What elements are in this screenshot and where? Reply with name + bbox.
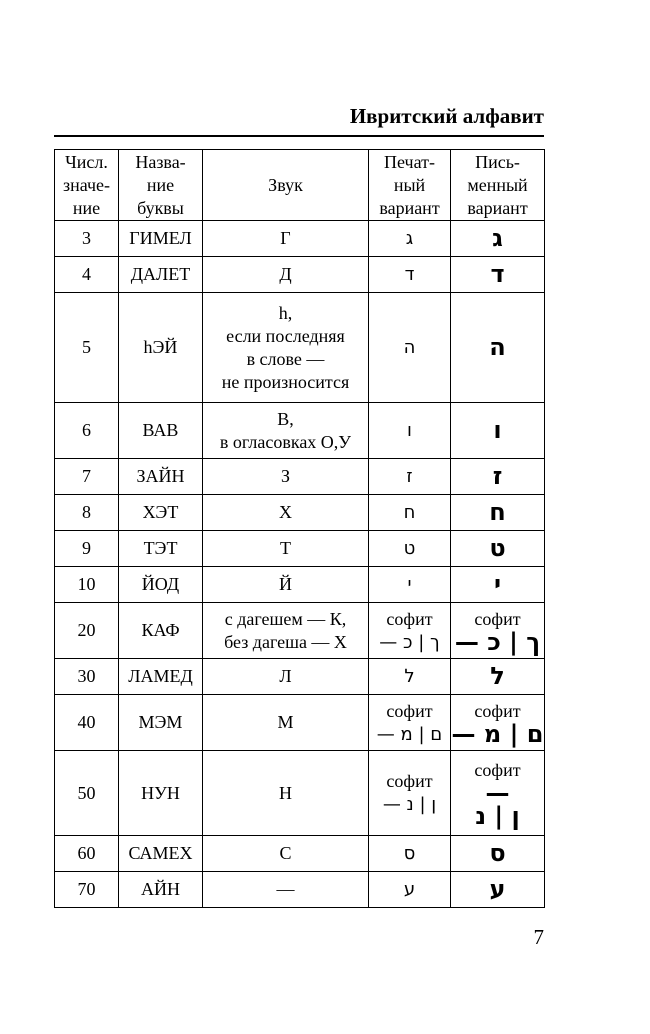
letter-number-cell: 10	[55, 567, 119, 603]
written-form-line: —	[485, 778, 510, 807]
sound-line: Т	[280, 538, 291, 558]
written-form-cell	[451, 257, 545, 293]
letter-sound-cell	[203, 531, 369, 567]
column-header-name: Назва- ние буквы	[119, 150, 203, 221]
column-header-print: Печат- ный вариант	[369, 150, 451, 221]
letter-name-cell: ДАЛЕТ	[119, 257, 203, 293]
written-form-cell	[451, 293, 545, 403]
printed-form-cell	[369, 531, 451, 567]
printed-form-line: ו	[407, 420, 412, 441]
written-form-line: ג	[492, 224, 503, 252]
letter-number-cell: 5	[55, 293, 119, 403]
letter-name-cell: ТЭТ	[119, 531, 203, 567]
printed-form-cell	[369, 495, 451, 531]
sound-line: без дагеша — Х	[224, 631, 347, 652]
table-row	[55, 293, 545, 403]
header-rule	[54, 135, 544, 137]
letter-number-cell: 60	[55, 836, 119, 872]
letter-name-cell: ВАВ	[119, 403, 203, 459]
written-form-cell	[451, 531, 545, 567]
letter-sound-cell	[203, 695, 369, 751]
printed-form-line: софит	[386, 608, 433, 629]
written-form-cell	[451, 695, 545, 751]
letter-sound-cell	[203, 459, 369, 495]
sound-line: в слове —	[246, 348, 325, 369]
table-row	[55, 603, 545, 659]
letter-sound-cell	[203, 257, 369, 293]
sound-line: с дагешем — К,	[224, 608, 347, 629]
letter-name-cell: ХЭТ	[119, 495, 203, 531]
letter-name-cell: ЙОД	[119, 567, 203, 603]
written-form-line: софит	[474, 700, 521, 721]
written-form-line: ז	[492, 462, 503, 490]
printed-form-line: ס	[403, 843, 416, 864]
page-number: 7	[533, 925, 544, 949]
written-form-cell	[451, 495, 545, 531]
letter-number-cell: 3	[55, 221, 119, 257]
letter-name-cell: МЭМ	[119, 695, 203, 751]
printed-form-line: ד	[404, 264, 415, 285]
printed-form-cell	[369, 403, 451, 459]
written-form-line: ס	[489, 839, 506, 867]
alphabet-table	[54, 149, 545, 908]
letter-name-cell: ГИМЕЛ	[119, 221, 203, 257]
printed-form-line: — ם | מ	[376, 723, 443, 745]
table-header-row	[55, 150, 545, 221]
letter-number-cell: 30	[55, 659, 119, 695]
written-form-cell	[451, 659, 545, 695]
sound-line: Х	[279, 502, 292, 522]
printed-form-cell	[369, 459, 451, 495]
written-form-cell	[451, 403, 545, 459]
printed-form-cell	[369, 872, 451, 908]
letter-sound-cell	[203, 836, 369, 872]
sound-line: С	[279, 843, 292, 863]
printed-form-cell	[369, 695, 451, 751]
printed-form-line: ט	[403, 538, 416, 559]
written-form-line: — ך | כ	[454, 627, 541, 656]
written-form-line: ו	[493, 416, 502, 444]
printed-form-cell	[369, 221, 451, 257]
letter-sound-cell	[203, 403, 369, 459]
sound-line: —	[276, 879, 295, 899]
letter-name-cell: ЗАЙН	[119, 459, 203, 495]
table-row	[55, 495, 545, 531]
letter-sound-cell	[203, 603, 369, 659]
letter-name-cell: КАФ	[119, 603, 203, 659]
sound-line: Г	[280, 228, 291, 248]
sound-line: Н	[279, 782, 292, 803]
printed-form-line: ה	[403, 337, 416, 358]
written-form-cell	[451, 459, 545, 495]
table-body	[55, 221, 545, 908]
printed-form-cell	[369, 567, 451, 603]
sound-line: Й	[279, 574, 292, 594]
table-row	[55, 695, 545, 751]
written-form-line: ן | נ	[475, 801, 520, 830]
sound-line: Л	[279, 666, 292, 686]
letter-number-cell: 4	[55, 257, 119, 293]
written-form-cell	[451, 836, 545, 872]
printed-form-line: ז	[406, 466, 413, 487]
letter-number-cell: 20	[55, 603, 119, 659]
sound-line: h,	[278, 302, 293, 323]
table-row	[55, 567, 545, 603]
letter-number-cell: 7	[55, 459, 119, 495]
column-header-sound: Звук	[203, 150, 369, 221]
table-row	[55, 751, 545, 836]
written-form-cell	[451, 567, 545, 603]
letter-name-cell: НУН	[119, 751, 203, 836]
printed-form-cell	[369, 751, 451, 836]
sound-line: если последняя	[226, 325, 345, 346]
written-form-line: ד	[490, 260, 505, 288]
letter-number-cell: 70	[55, 872, 119, 908]
table-row	[55, 836, 545, 872]
sound-line: В,	[277, 408, 294, 429]
column-header-number: Числ. значе- ние	[55, 150, 119, 221]
letter-number-cell: 9	[55, 531, 119, 567]
letter-name-cell: hЭЙ	[119, 293, 203, 403]
written-form-cell	[451, 751, 545, 836]
printed-form-cell	[369, 659, 451, 695]
written-form-cell	[451, 603, 545, 659]
letter-sound-cell	[203, 567, 369, 603]
printed-form-line: — ן | נ	[382, 794, 437, 815]
letter-number-cell: 6	[55, 403, 119, 459]
table-row	[55, 257, 545, 293]
written-form-line: ט	[489, 534, 506, 562]
column-header-written: Пись- менный вариант	[451, 150, 545, 221]
letter-sound-cell	[203, 221, 369, 257]
written-form-cell	[451, 221, 545, 257]
letter-name-cell: АЙН	[119, 872, 203, 908]
page-title: Ивритский алфавит	[349, 104, 544, 128]
printed-form-cell	[369, 836, 451, 872]
written-form-line: י	[493, 570, 502, 598]
sound-line: М	[277, 712, 294, 732]
sound-line: Д	[279, 264, 292, 284]
written-form-line: ח	[489, 498, 506, 526]
table-row	[55, 531, 545, 567]
written-form-line: ל	[490, 662, 505, 690]
sound-line: в огласовках О,У	[219, 431, 352, 452]
letter-sound-cell	[203, 495, 369, 531]
letter-sound-cell	[203, 659, 369, 695]
printed-form-line: — ך | כ	[379, 631, 440, 653]
written-form-line: ע	[489, 875, 506, 903]
table-row	[55, 221, 545, 257]
printed-form-line: софит	[386, 771, 433, 791]
written-form-line: — ם | מ	[451, 719, 544, 748]
letter-number-cell: 40	[55, 695, 119, 751]
printed-form-cell	[369, 257, 451, 293]
written-form-line: софит	[474, 759, 521, 780]
printed-form-line: ל	[404, 666, 415, 687]
printed-form-line: ג	[405, 228, 414, 249]
printed-form-line: ע	[403, 879, 416, 900]
letter-name-cell: ЛАМЕД	[119, 659, 203, 695]
letter-sound-cell	[203, 751, 369, 836]
written-form-line: софит	[474, 608, 521, 629]
letter-number-cell: 8	[55, 495, 119, 531]
letter-sound-cell	[203, 293, 369, 403]
printed-form-line: י	[407, 574, 412, 595]
printed-form-cell	[369, 293, 451, 403]
table-row	[55, 872, 545, 908]
letter-number-cell: 50	[55, 751, 119, 836]
sound-line: не произносится	[221, 371, 350, 392]
letter-name-cell: САМЕХ	[119, 836, 203, 872]
printed-form-line: софит	[386, 700, 433, 721]
table-row	[55, 403, 545, 459]
printed-form-line: ח	[403, 502, 416, 523]
letter-sound-cell	[203, 872, 369, 908]
written-form-line: ה	[489, 333, 506, 361]
written-form-cell	[451, 872, 545, 908]
printed-form-cell	[369, 603, 451, 659]
table-row	[55, 659, 545, 695]
sound-line: З	[280, 466, 291, 486]
table-row	[55, 459, 545, 495]
